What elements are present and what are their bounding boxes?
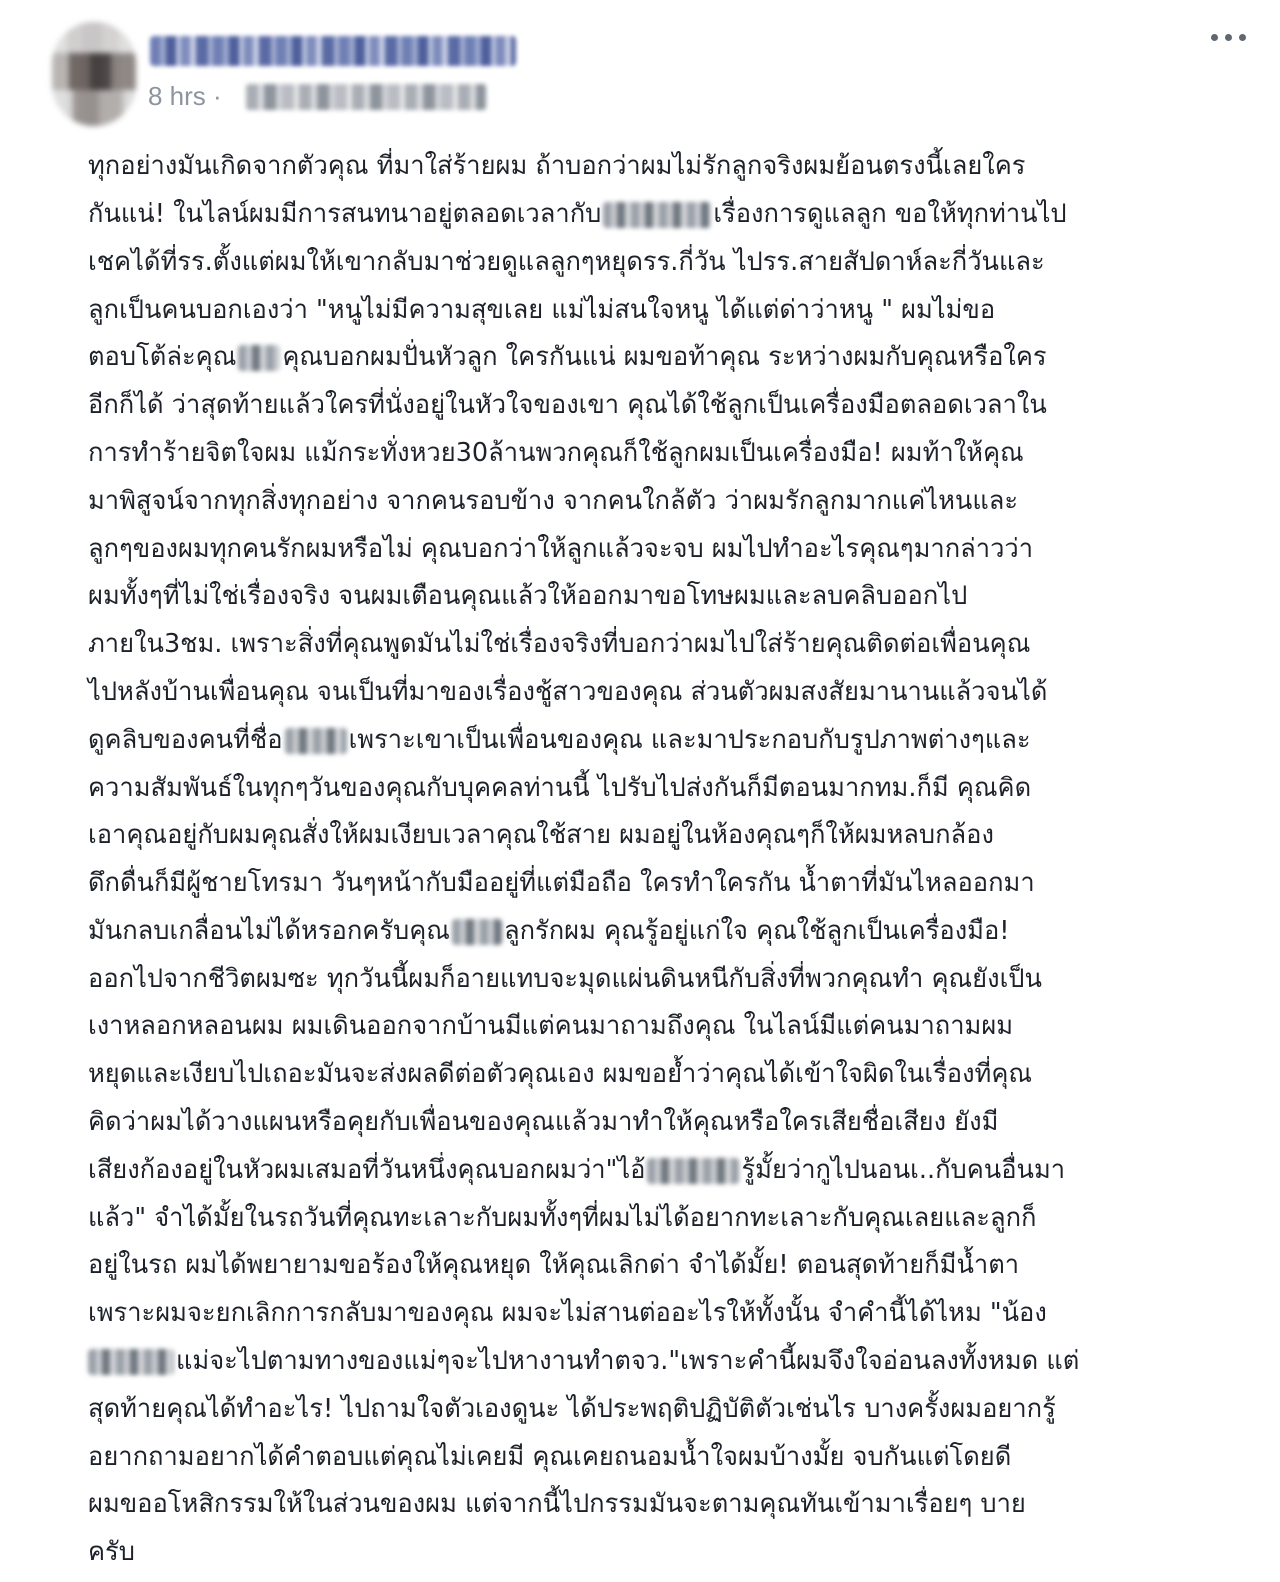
text-segment: ผมทั้งๆที่ไม่ใช่เรื่องจริง จนผมเตือนคุณแล้วให้ออกมาขอโทษผมและลบคลิบออกไป: [88, 581, 968, 611]
text-segment: เรื่องการดูแลลูก ขอให้ทุกท่านไป: [713, 199, 1067, 229]
redacted-name: [88, 1349, 174, 1375]
post-line: [88, 1437, 1011, 1477]
text-segment: แม่จะไปตามทางของแม่ๆจะไปหางานทำตจว."เพราะคำนี้ผมจึงใจอ่อนลงทั้งหมด แต่: [176, 1346, 1080, 1376]
text-segment: ลูกรักผม คุณรู้อยู่แก่ใจ คุณใช้ลูกเป็นเครื่องมือ!: [503, 916, 1010, 946]
post-line: [88, 815, 994, 855]
post-line: [88, 1054, 1032, 1094]
text-segment: มันกลบเกลื่อนไม่ได้หรอกครับคุณ: [88, 916, 450, 946]
text-segment: ความสัมพันธ์ในทุกๆวันของคุณกับบุคคลท่านนี้ ไปรับไปส่งกันก็มีตอนมากทม.ก็มี คุณคิด: [88, 773, 1032, 803]
redacted-name: [238, 345, 280, 371]
text-segment: ผมขออโหสิกรรมให้ในส่วนของผม แต่จากนี้ไปกรรมมันจะตามคุณทันเข้ามาเรื่อยๆ บาย: [88, 1489, 1026, 1519]
text-segment: คิดว่าผมได้วางแผนหรือคุยกับเพื่อนของคุณแล้วมาทำให้คุณหรือใครเสียชื่อเสียง ยังมี: [88, 1107, 999, 1137]
post-line: [88, 768, 1031, 808]
redacted-name: [452, 919, 502, 945]
post-line: [88, 672, 1047, 712]
text-segment: เสียงก้องอยู่ในหัวผมเสมอที่วันหนึ่งคุณบอกผมว่า"ไอ้: [88, 1155, 646, 1185]
post-line: [88, 1006, 1013, 1046]
text-segment: ทุกอย่างมันเกิดจากตัวคุณ ที่มาใส่ร้ายผม ถ้าบอกว่าผมไม่รักลูกจริงผมย้อนตรงนี้เลยใคร: [88, 151, 1026, 181]
redacted-name: [647, 1158, 739, 1184]
post-line: [88, 1341, 1079, 1381]
text-segment: ครับ: [88, 1537, 135, 1567]
text-segment: เพราะผมจะยกเลิกการกลับมาของคุณ ผมจะไม่สานต่ออะไรให้ทั้งนั้น จำคำนี้ได้ไหม "น้อง: [88, 1298, 1047, 1328]
text-segment: อยู่ในรถ ผมได้พยายามขอร้องให้คุณหยุด ให้คุณเลิกด่า จำได้มั้ย! ตอนสุดท้ายก็มีน้ำตา: [88, 1250, 1020, 1280]
text-segment: สุดท้ายคุณได้ทำอะไร! ไปถามใจตัวเองดูนะ ได้ประพฤติปฏิบัติตัวเช่นไร บางครั้งผมอยากรู้: [88, 1394, 1056, 1424]
post-line: [88, 1532, 135, 1572]
text-segment: ไปหลังบ้านเพื่อนคุณ จนเป็นที่มาของเรื่องชู้สาวของคุณ ส่วนตัวผมสงสัยมานานแล้วจนได้: [88, 677, 1048, 707]
post-line: [88, 1293, 1047, 1333]
text-segment: ดึกดื่นก็มีผู้ชายโทรมา วันๆหน้ากับมืออยู่ที่แต่มือถือ ใครทำใครกัน น้ำตาที่มันไหลออกมา: [88, 868, 1035, 898]
text-segment: แล้ว" จำได้มั้ยในรถวันที่คุณทะเลาะกับผมทั้งๆที่ผมไม่ได้อยากทะเลาะกับคุณเลยและลูกก็: [88, 1203, 1037, 1233]
post-line: [88, 385, 1047, 425]
text-segment: เอาคุณอยู่กับผมคุณสั่งให้ผมเงียบเวลาคุณใช้สาย ผมอยู่ในห้องคุณๆก็ให้ผมหลบกล้อง: [88, 820, 994, 850]
text-segment: เพราะเขาเป็นเพื่อนของคุณ และมาประกอบกับรูปภาพต่างๆและ: [348, 725, 1031, 755]
post-line: [88, 959, 1042, 999]
text-segment: หยุดและเงียบไปเถอะมันจะส่งผลดีต่อตัวคุณเอง ผมขอย้ำว่าคุณได้เข้าใจผิดในเรื่องที่คุณ: [88, 1059, 1033, 1089]
post-line: [88, 433, 1024, 473]
redacted-name: [285, 728, 347, 754]
text-segment: ตอบโต้ล่ะคุณ: [88, 342, 237, 372]
text-segment: ลูกๆของผมทุกคนรักผมหรือไม่ คุณบอกว่าให้ลูกแล้วจะจบ ผมไปทำอะไรคุณๆมากล่าวว่า: [88, 534, 1034, 564]
text-segment: มาพิสูจน์จากทุกสิ่งทุกอย่าง จากคนรอบข้าง จากคนใกล้ตัว ว่าผมรักลูกมากแค่ไหนและ: [88, 486, 1019, 516]
post-line: [88, 1484, 1026, 1524]
post-line: [88, 1389, 1056, 1429]
post-header: [0, 0, 1280, 130]
post-body: [88, 132, 1258, 1572]
redacted-name: [603, 202, 711, 228]
post-line: [88, 1102, 998, 1142]
text-segment: การทำร้ายจิตใจผม แม้กระทั่งหวย30ล้านพวกคุณก็ใช้ลูกผมเป็นเครื่องมือ! ผมท้าให้คุณ: [88, 438, 1024, 468]
post-line: [88, 529, 1033, 569]
author-avatar[interactable]: [52, 22, 136, 126]
text-segment: ลูกเป็นคนบอกเองว่า "หนูไม่มีความสุขเลย แม่ไม่สนใจหนู ได้แต่ด่าว่าหนู " ผมไม่ขอ: [88, 295, 996, 325]
text-segment: อีกก็ได้ ว่าสุดท้ายแล้วใครที่นั่งอยู่ในหัวใจของเขา คุณได้ใช้ลูกเป็นเครื่องมือตลอดเวลาใน: [88, 390, 1047, 420]
post-line: [88, 242, 1045, 282]
post-line: [88, 290, 995, 330]
post-line: [88, 576, 967, 616]
post-line: [88, 1198, 1036, 1238]
post-line: [88, 863, 1035, 903]
text-segment: อยากถามอยากได้คำตอบแต่คุณไม่เคยมี คุณเคยถนอมน้ำใจผมบ้างมั้ย จบกันแต่โดยดี: [88, 1442, 1012, 1472]
text-segment: คุณบอกผมปั่นหัวลูก ใครกันแน่ ผมขอท้าคุณ ระหว่างผมกับคุณหรือใคร: [282, 342, 1047, 372]
post-line: [88, 337, 1047, 377]
post-line: [88, 146, 1025, 186]
post-line: [88, 1245, 1019, 1285]
post-line: [88, 624, 1030, 664]
text-segment: ภายใน3ชม. เพราะสิ่งที่คุณพูดมันไม่ใช่เรื่องจริงที่บอกว่าผมไปใส่ร้ายคุณติดต่อเพื่อนคุณ: [88, 629, 1031, 659]
post-line: [88, 194, 1067, 234]
text-segment: ออกไปจากชีวิตผมซะ ทุกวันนี้ผมก็อายแทบจะมุดแผ่นดินหนีกับสิ่งที่พวกคุณทำ คุณยังเป็น: [88, 964, 1042, 994]
post-line: [88, 481, 1018, 521]
post-line: [88, 720, 1031, 760]
author-name-redacted[interactable]: [150, 36, 516, 66]
more-options-icon[interactable]: [1207, 26, 1251, 46]
post-line: [88, 911, 1010, 951]
post-line: [88, 1150, 1065, 1190]
text-segment: เงาหลอกหลอนผม ผมเดินออกจากบ้านมีแต่คนมาถามถึงคุณ ในไลน์มีแต่คนมาถามผม: [88, 1011, 1014, 1041]
post-timestamp[interactable]: 8 hrs ·: [148, 81, 222, 111]
text-segment: เชคได้ที่รร.ตั้งแต่ผมให้เขากลับมาช่วยดูแลลูกๆหยุดรร.กี่วัน ไปรร.สายสัปดาห์ละกี่วันและ: [88, 247, 1045, 277]
text-segment: กันแน่! ในไลน์ผมมีการสนทนาอยู่ตลอดเวลากับ: [88, 199, 602, 229]
privacy-redacted: [246, 84, 486, 110]
text-segment: ดูคลิบของคนที่ชื่อ: [88, 725, 283, 755]
text-segment: รู้มั้ยว่ากูไปนอนเ..กับคนอื่นมา: [741, 1155, 1066, 1185]
